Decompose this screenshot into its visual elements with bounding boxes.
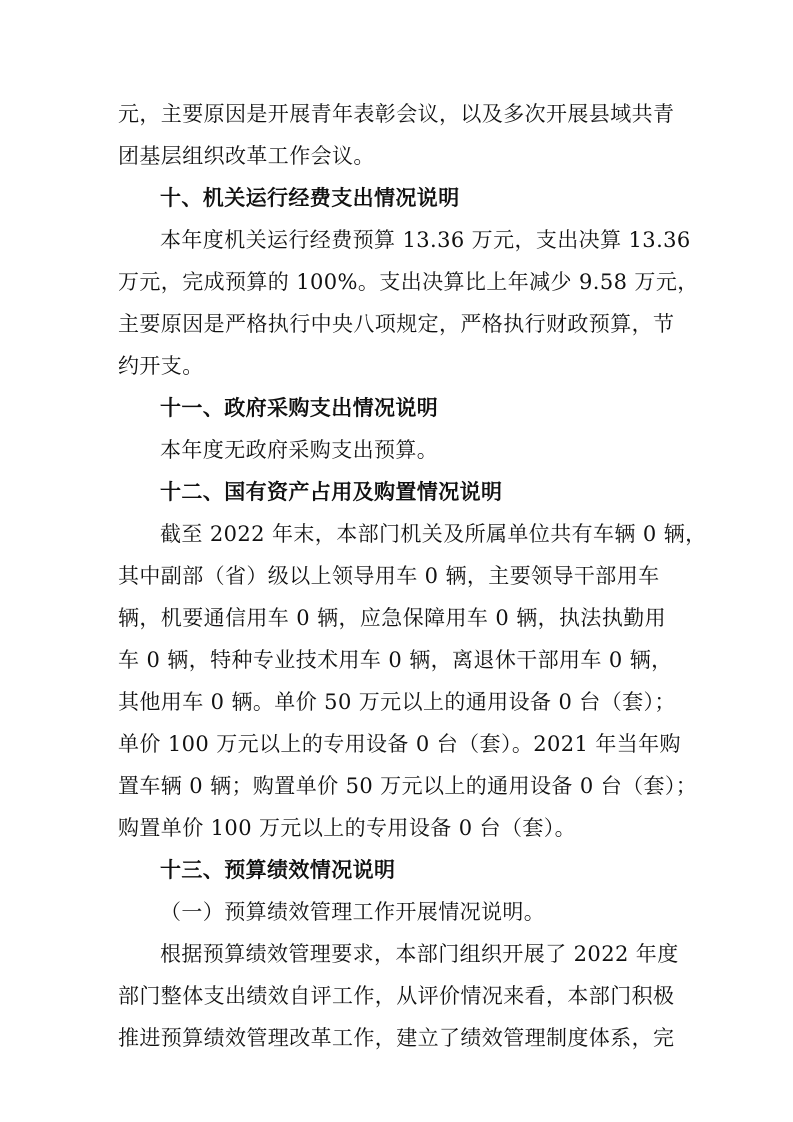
section-heading-12: 十二、国有资产占用及购置情况说明 [160, 480, 503, 504]
body-text-line: 购置单价 100 万元以上的专用设备 0 台（套）。 [118, 816, 577, 840]
body-text-line: 本年度无政府采购支出预算。 [160, 438, 439, 462]
body-text-line: 团基层组织改革工作会议。 [118, 144, 375, 168]
body-text-line: 根据预算绩效管理要求，本部门组织开展了 2022 年度 [160, 942, 679, 966]
body-text-line: 元，主要原因是开展青年表彰会议，以及多次开展县域共青 [118, 102, 675, 126]
section-heading-13: 十三、预算绩效情况说明 [160, 858, 396, 882]
section-heading-10: 十、机关运行经费支出情况说明 [160, 186, 460, 210]
body-text-line: 约开支。 [118, 354, 204, 378]
body-text-line: 主要原因是严格执行中央八项规定，严格执行财政预算，节 [118, 312, 675, 336]
body-text-line: 部门整体支出绩效自评工作，从评价情况来看，本部门积极 [118, 984, 675, 1008]
section-heading-11: 十一、政府采购支出情况说明 [160, 396, 439, 420]
body-text-line: 其他用车 0 辆。单价 50 万元以上的通用设备 0 台（套）； [118, 690, 676, 714]
body-text-line: 单价 100 万元以上的专用设备 0 台（套）。2021 年当年购 [118, 732, 681, 756]
body-text-line: 辆，机要通信用车 0 辆，应急保障用车 0 辆，执法执勤用 [118, 606, 667, 630]
body-text-line: 推进预算绩效管理改革工作，建立了绩效管理制度体系，完 [118, 1026, 675, 1050]
body-text-line: 置车辆 0 辆；购置单价 50 万元以上的通用设备 0 台（套）； [118, 774, 698, 798]
body-text-line: 本年度机关运行经费预算 13.36 万元，支出决算 13.36 [160, 228, 691, 252]
body-text-line: 车 0 辆，特种专业技术用车 0 辆，离退休干部用车 0 辆， [118, 648, 673, 672]
body-text-line: 其中副部（省）级以上领导用车 0 辆，主要领导干部用车 [118, 564, 660, 588]
subsection-heading: （一）预算绩效管理工作开展情况说明。 [160, 900, 546, 924]
body-text-line: 截至 2022 年末，本部门机关及所属单位共有车辆 0 辆， [160, 522, 707, 546]
body-text-line: 万元，完成预算的 100%。支出决算比上年减少 9.58 万元， [118, 270, 699, 294]
